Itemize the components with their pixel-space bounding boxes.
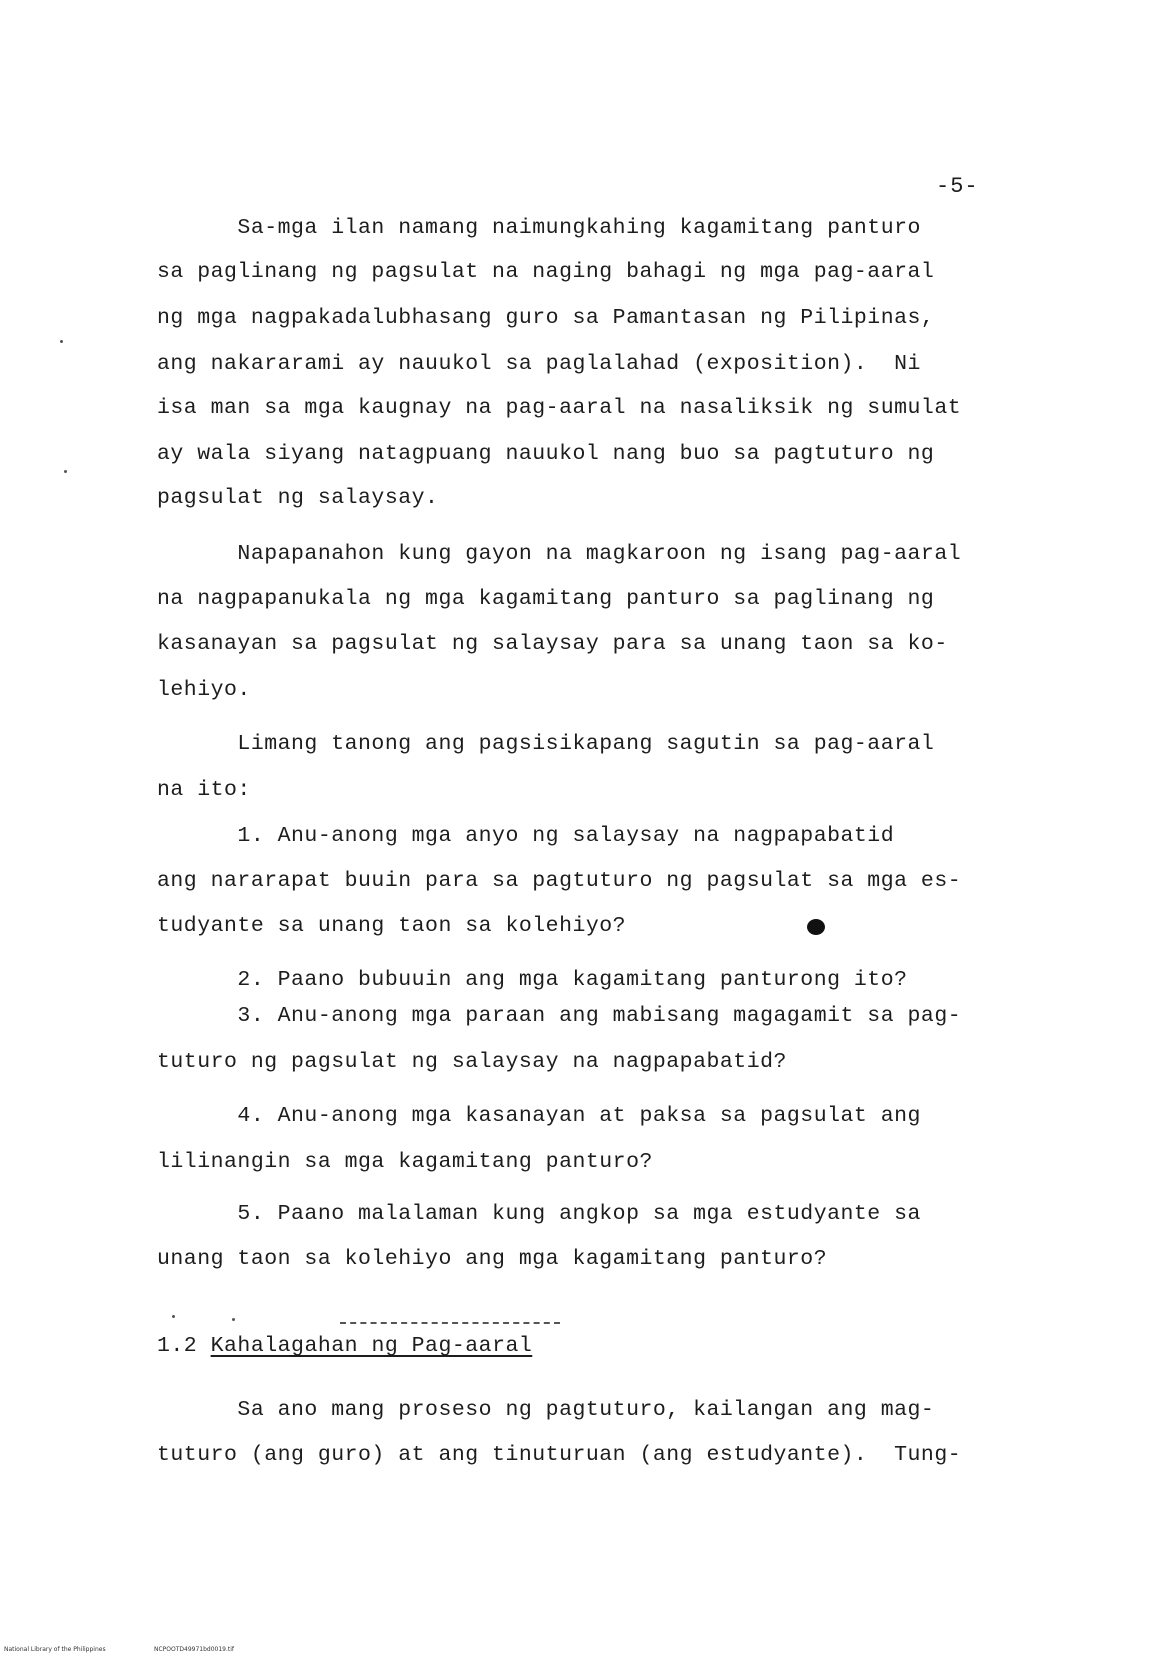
text-line: tuturo (ang guro) at ang tinuturuan (ang estudyante). Tung- <box>157 1443 962 1467</box>
section-number: 1.2 <box>157 1334 198 1358</box>
footer-filename: NCPOOTD49971bd0019.tif <box>154 1646 235 1653</box>
text-line: ang nararapat buuin para sa pagtuturo ng pagsulat sa mga es- <box>157 869 962 893</box>
text-line: 1. Anu-anong mga anyo ng salaysay na nagpapabatid <box>157 824 895 848</box>
text-line: pagsulat ng salaysay. <box>157 486 439 510</box>
text-line: unang taon sa kolehiyo ang mga kagamitang panturo? <box>157 1247 828 1271</box>
text-line: Sa-mga ilan namang naimungkahing kagamitang panturo <box>157 216 921 240</box>
text-line: na ito: <box>157 778 251 802</box>
page-number: -5- <box>936 174 979 199</box>
ink-blot <box>807 919 825 935</box>
section-title: Kahalagahan ng Pag-aaral <box>210 1334 533 1358</box>
paper-speck <box>172 1315 175 1318</box>
text-line: Sa ano mang proseso ng pagtuturo, kailangan ang mag- <box>157 1398 935 1422</box>
text-line: Napapanahon kung gayon na magkaroon ng isang pag-aaral <box>157 542 962 566</box>
paper-speck <box>232 1318 235 1321</box>
text-line: ang nakararami ay nauukol sa paglalahad (exposition). Ni <box>157 352 921 376</box>
text-line: sa paglinang ng pagsulat na naging bahagi ng mga pag-aaral <box>157 260 935 284</box>
text-line: ay wala siyang natagpuang nauukol nang buo sa pagtuturo ng <box>157 442 935 466</box>
text-line: tudyante sa unang taon sa kolehiyo? <box>157 914 627 938</box>
scan-footer <box>4 1646 235 1653</box>
text-line: isa man sa mga kaugnay na pag-aaral na nasaliksik ng sumulat <box>157 396 962 420</box>
text-line: ng mga nagpakadalubhasang guro sa Pamantasan ng Pilipinas, <box>157 306 935 330</box>
paper-speck <box>60 340 63 343</box>
text-line: 2. Paano bubuuin ang mga kagamitang panturong ito? <box>157 968 908 992</box>
text-line: Limang tanong ang pagsisikapang sagutin sa pag-aaral <box>157 732 935 756</box>
text-line: kasanayan sa pagsulat ng salaysay para sa unang taon sa ko- <box>157 632 948 656</box>
section-heading <box>157 1332 532 1360</box>
dashed-rule <box>340 1322 560 1324</box>
text-line: 5. Paano malalaman kung angkop sa mga estudyante sa <box>157 1202 921 1226</box>
text-line: na nagpapanukala ng mga kagamitang panturo sa paglinang ng <box>157 587 935 611</box>
text-line: lilinangin sa mga kagamitang panturo? <box>157 1150 653 1174</box>
text-line: 3. Anu-anong mga paraan ang mabisang magagamit sa pag- <box>157 1004 962 1028</box>
text-line: 4. Anu-anong mga kasanayan at paksa sa pagsulat ang <box>157 1104 921 1128</box>
paper-speck <box>64 470 67 473</box>
text-line: lehiyo. <box>157 678 251 702</box>
footer-library: National Library of the Philippines <box>4 1646 106 1653</box>
text-line: tuturo ng pagsulat ng salaysay na nagpapabatid? <box>157 1050 787 1074</box>
